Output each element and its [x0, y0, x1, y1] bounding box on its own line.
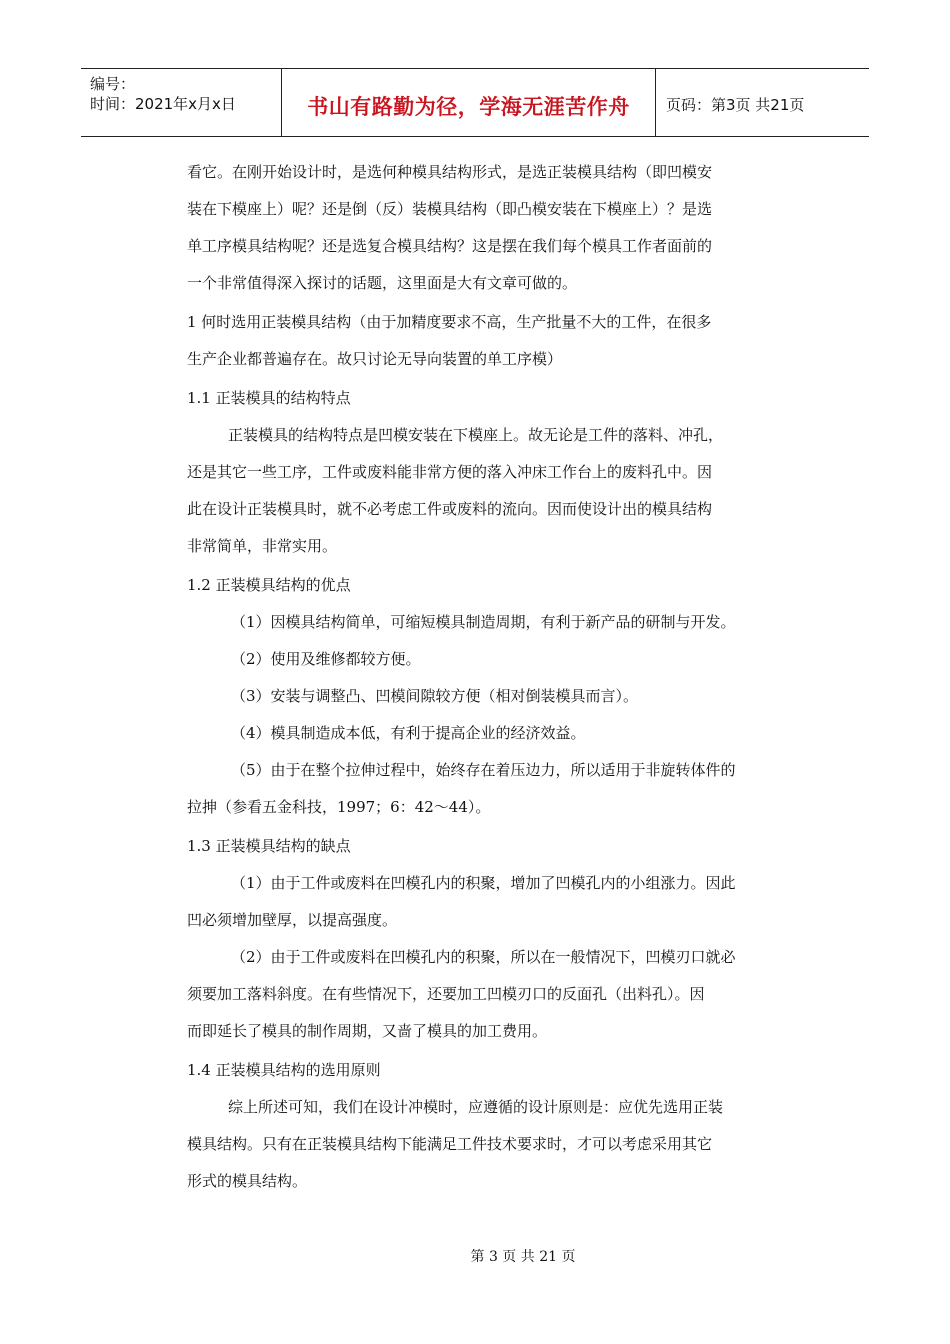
header-page-number: 页码：第3页 共21页: [666, 96, 805, 114]
body-line: 正装模具的结构特点是凹模安装在下模座上。故无论是工件的落料、冲孔，: [228, 426, 724, 444]
document-number-label: 编号：: [90, 75, 136, 93]
header-page-cell: [656, 69, 869, 136]
body-line: 此在设计正装模具时，就不必考虑工件或废料的流向。因而使设计出的模具结构: [187, 500, 713, 518]
body-line: 还是其它一些工序，工件或废料能非常方便的落入冲床工作台上的废料孔中。因: [187, 463, 713, 481]
subsection-heading-1-3: 1.3 正装模具结构的缺点: [187, 837, 351, 855]
body-line: 综上所述可知，我们在设计冲模时，应遵循的设计原则是：应优先选用正装: [228, 1098, 724, 1116]
list-item: （2）由于工件或废料在凹模孔内的积聚，所以在一般情况下，凹模刃口就必: [231, 948, 736, 966]
list-item: （3）安装与调整凸、凹模间隙较方便（相对倒装模具而言）。: [231, 687, 639, 705]
body-line: 一个非常值得深入探讨的话题，这里面是大有文章可做的。: [187, 274, 578, 292]
subsection-heading-1-1: 1.1 正装模具的结构特点: [187, 389, 351, 407]
header-meta-cell: [81, 69, 281, 136]
list-item: （1）因模具结构简单，可缩短模具制造周期，有利于新产品的研制与开发。: [231, 613, 736, 631]
list-item: （5）由于在整个拉伸过程中，始终存在着压边力，所以适用于非旋转体件的: [231, 761, 736, 779]
page-footer: [0, 1246, 950, 1266]
header-motto: 书山有路勤为径，学海无涯苦作舟: [307, 95, 630, 119]
list-item: （4）模具制造成本低，有利于提高企业的经济效益。: [231, 724, 586, 742]
body-line: 而即延长了模具的制作周期，又啬了模具的加工费用。: [187, 1022, 548, 1040]
body-line: 模具结构。只有在正装模具结构下能满足工件技术要求时，才可以考虑采用其它: [187, 1135, 713, 1153]
document-time-label: 时间：2021年x月x日: [90, 95, 236, 113]
body-line: 须要加工落料斜度。在有些情况下，还要加工凹模刃口的反面孔（出料孔）。因: [187, 985, 705, 1003]
body-line: 单工序模具结构呢？还是选复合模具结构？这是摆在我们每个模具工作者面前的: [187, 237, 713, 255]
footer-page-number: 第 3 页 共 21 页: [470, 1249, 576, 1265]
section-heading-1: 1 何时选用正装模具结构（由于加精度要求不高，生产批量不大的工件，在很多: [187, 313, 712, 331]
list-item: （1）由于工件或废料在凹模孔内的积聚，增加了凹模孔内的小组涨力。因此: [231, 874, 736, 892]
subsection-heading-1-4: 1.4 正装模具结构的选用原则: [187, 1061, 381, 1079]
body-line: 生产企业都普遍存在。故只讨论无导向装置的单工序模）: [187, 350, 563, 368]
page-header: [81, 68, 869, 137]
header-motto-cell: [281, 69, 656, 136]
body-line: 装在下模座上）呢？还是倒（反）装模具结构（即凸模安装在下模座上）？是选: [187, 200, 713, 218]
body-line: 看它。在刚开始设计时，是选何种模具结构形式，是选正装模具结构（即凹模安: [187, 163, 713, 181]
body-line: 拉抻（参看五金科技，1997；6：42～44）。: [187, 798, 491, 816]
body-line: 形式的模具结构。: [187, 1172, 308, 1190]
subsection-heading-1-2: 1.2 正装模具结构的优点: [187, 576, 351, 594]
body-line: 非常简单，非常实用。: [187, 537, 338, 555]
list-item: （2）使用及维修都较方便。: [231, 650, 421, 668]
body-line: 凹必须增加壁厚，以提高强度。: [187, 911, 398, 929]
